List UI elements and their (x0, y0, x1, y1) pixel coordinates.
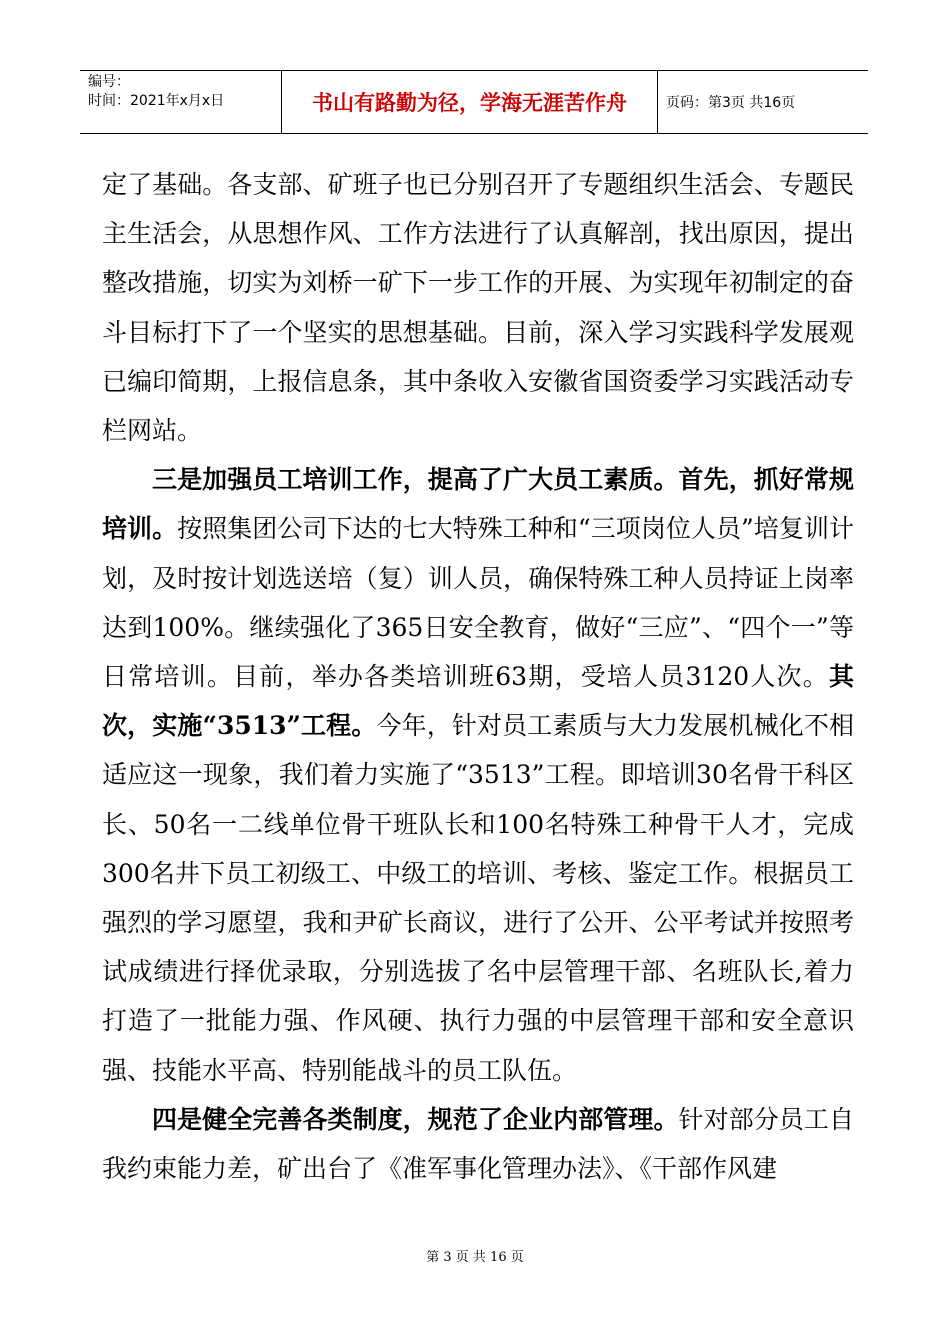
paragraph-subheading: 其次，实施“3513”工程。 (102, 662, 854, 741)
paragraph-heading: 三是加强员工培训工作，提高了广大员工素质。首先，抓好常规培训。 (102, 465, 854, 544)
document-time: 时间：2021年x月x日 (88, 93, 225, 109)
paragraph-text: 定了基础。各支部、矿班子也已分别召开了专题组织生活会、专题民主生活会，从思想作风、工作方法进行了认真解剖，找出原因，提出整改措施，切实为刘桥一矿下一步工作的开展、为实现年初制定的奋斗目标打下了一个坚实的思想基础。目前，深入学习实践科学发展观已编印简期，上报信息条，其中条收入安徽省国资委学习实践活动专栏网站。 (102, 170, 854, 446)
document-body (102, 160, 854, 1193)
paragraph-text: 针对部分员工自我约束能力差，矿出台了《准军事化管理办法》、《干部作风建 (102, 1104, 854, 1184)
header-page-number: 页码：第3页 共16页 (666, 95, 796, 111)
paragraph-heading: 四是健全完善各类制度，规范了企业内部管理。 (152, 1104, 679, 1134)
paragraph-text: 今年，针对员工素质与大力发展机械化不相适应这一现象，我们着力实施了“3513”工程。即培训30名骨干科区长、50名一二线单位骨干班队长和100名特殊工种骨干人才，完成300名井下员工初级工、中级工的培训、考核、鉴定工作。根据员工强烈的学习愿望，我和尹矿长商议，进行了公开、公平考试并按照考试成绩进行择优录取，分别选拔了名中层管理干部、名班队长,着力打造了一批能力强、作风硬、执行力强的中层管理干部和安全意识强、技能水平高、特别能战斗的员工队伍。 (102, 711, 854, 1085)
page-footer: 第 3 页 共 16 页 (426, 1250, 524, 1265)
header-motto: 书山有路勤为径，学海无涯苦作舟 (282, 71, 658, 133)
paragraph-text: 按照集团公司下达的七大特殊工种和“三项岗位人员”培复训计划，及时按计划选送培（复）训人员，确保特殊工种人员持证上岗率达到100%。继续强化了365日安全教育，做好“三应”、“四个一”等日常培训。目前，举办各类培训班63期，受培人员3120人次。 (102, 514, 854, 692)
document-number: 编号： (88, 74, 130, 90)
body-paragraph-2 (102, 455, 854, 1095)
body-paragraph-1 (102, 160, 854, 455)
document-header (80, 70, 868, 134)
body-paragraph-3 (102, 1095, 854, 1193)
header-meta (80, 71, 282, 133)
